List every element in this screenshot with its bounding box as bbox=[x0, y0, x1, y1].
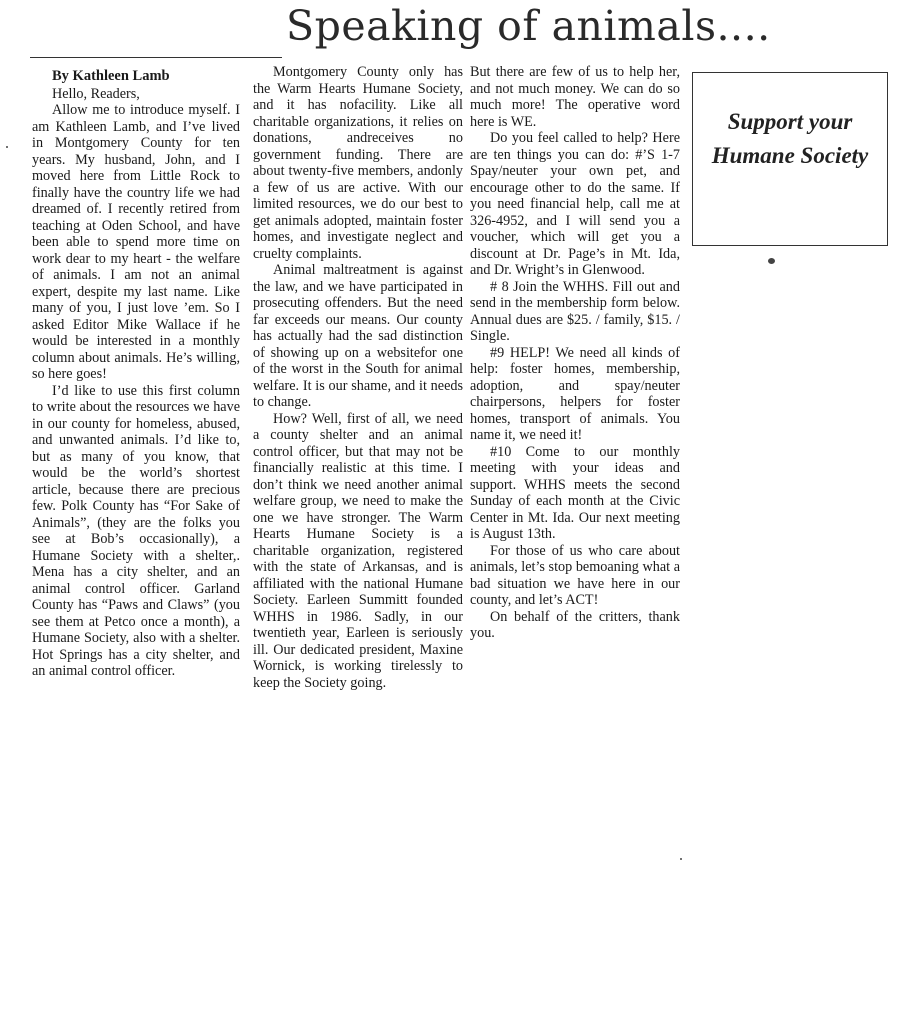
support-callout-box bbox=[692, 72, 888, 246]
article-column-2 bbox=[253, 64, 463, 691]
article-column-3 bbox=[470, 64, 680, 642]
paragraph: #10 Come to our monthly meeting with your ideas and support. WHHS meets the second Sunday of each month at the Civic Center in Mt. Ida. Our next meeting is August 13th. bbox=[470, 443, 680, 542]
paragraph: How? Well, first of all, we need a county shelter and an animal control officer, but that may not be financially realistic at this time. I don’t think we need another animal welfare group, we need to make the one we have stronger. The Warm Hearts Humane Society is a charitable organization, registered with the state of Arkansas, and is affiliated with the national Humane Society. Earleen Summitt founded WHHS in 1986. Sadly, in our twentieth year, Earleen is seriously ill. Our dedicated president, Maxine Wornick, is working tirelessly to keep the Society going. bbox=[253, 410, 463, 691]
headline-rule bbox=[30, 57, 282, 58]
headline: Speaking of animals.... bbox=[286, 2, 771, 50]
paragraph: But there are few of us to help her, and not much money. We can do so much more! The operative word here is WE. bbox=[470, 64, 680, 130]
paragraph: On behalf of the critters, thank you. bbox=[470, 608, 680, 641]
paragraph: For those of us who care about animals, let’s stop bemoaning what a bad situation we have here in our county, and let’s ACT! bbox=[470, 542, 680, 608]
paragraph: Montgomery County only has the Warm Hearts Humane Society, and it has nofacility. Like all charitable organizations, it relies on donations, andreceives no government funding. There are about twenty-five members, andonly a few of us are active. With our limited resources, we do our best to get animals adopted, maintain foster homes, and investigate neglect and cruelty complaints. bbox=[253, 64, 463, 262]
paragraph: Animal maltreatment is against the law, and we have participated in prosecuting offenders. But the need far exceeds our means. Our county has actually had the sad distinction of showing up on a websitefor one of the worst in the South for animal welfare. It is our shame, and it needs to change. bbox=[253, 262, 463, 410]
scan-speck bbox=[680, 858, 682, 860]
support-callout-text: Support your Humane Society bbox=[711, 109, 869, 168]
paragraph: Hello, Readers, bbox=[52, 85, 140, 102]
paragraph: Do you feel called to help? Here are ten things you can do: #’S 1-7 Spay/neuter your own pet, and encourage other to do the same. If you need financial help, call me at 326-4952, and I will send you a voucher, which will get you a discount at Dr. Page’s in Mt. Ida, and Dr. Wright’s in Glenwood. bbox=[470, 130, 680, 278]
scan-speck bbox=[6, 146, 8, 148]
byline: By Kathleen Lamb bbox=[52, 68, 170, 84]
article-column-1 bbox=[32, 68, 240, 680]
scan-speck bbox=[768, 258, 775, 264]
paragraph: #9 HELP! We need all kinds of help: foster homes, membership, adoption, and spay/neuter chairpersons, helpers for foster homes, transport of animals. You name it, we need it! bbox=[470, 344, 680, 443]
paragraph: I’d like to use this first column to write about the resources we have in our county for homeless, abused, and unwanted animals. I’d like to, but as many of you know, that would be the world’s shortest article, because there are precious few. Polk County has “For Sake of Animals”, (they are the folks you see at Bob’s occasionally), a Humane Society with a shelter,. Mena has a city shelter, and an animal control officer. Garland County has “Paws and Claws” (you see them at Petco once a month), a Humane Society, also with a shelter. Hot Springs has a city shelter, and an animal control officer. bbox=[32, 382, 240, 679]
paragraph: Allow me to introduce myself. I am Kathleen Lamb, and I’ve lived in Montgomery County for ten years. My husband, John, and I moved here from Little Rock to finally have the country life we had dreamed of. I recently retired from teaching at Oden School, and have been able to spend more time on work dear to my heart - the welfare of animals. I am not an animal expert, despite my last name. Like many of you, I just love ’em. So I asked Editor Mike Wallace if he would be interested in a monthly column about animals. He’s willing, so here goes! bbox=[32, 102, 240, 382]
paragraph: # 8 Join the WHHS. Fill out and send in the membership form below. Annual dues are $25. / family, $15. / Single. bbox=[470, 278, 680, 344]
